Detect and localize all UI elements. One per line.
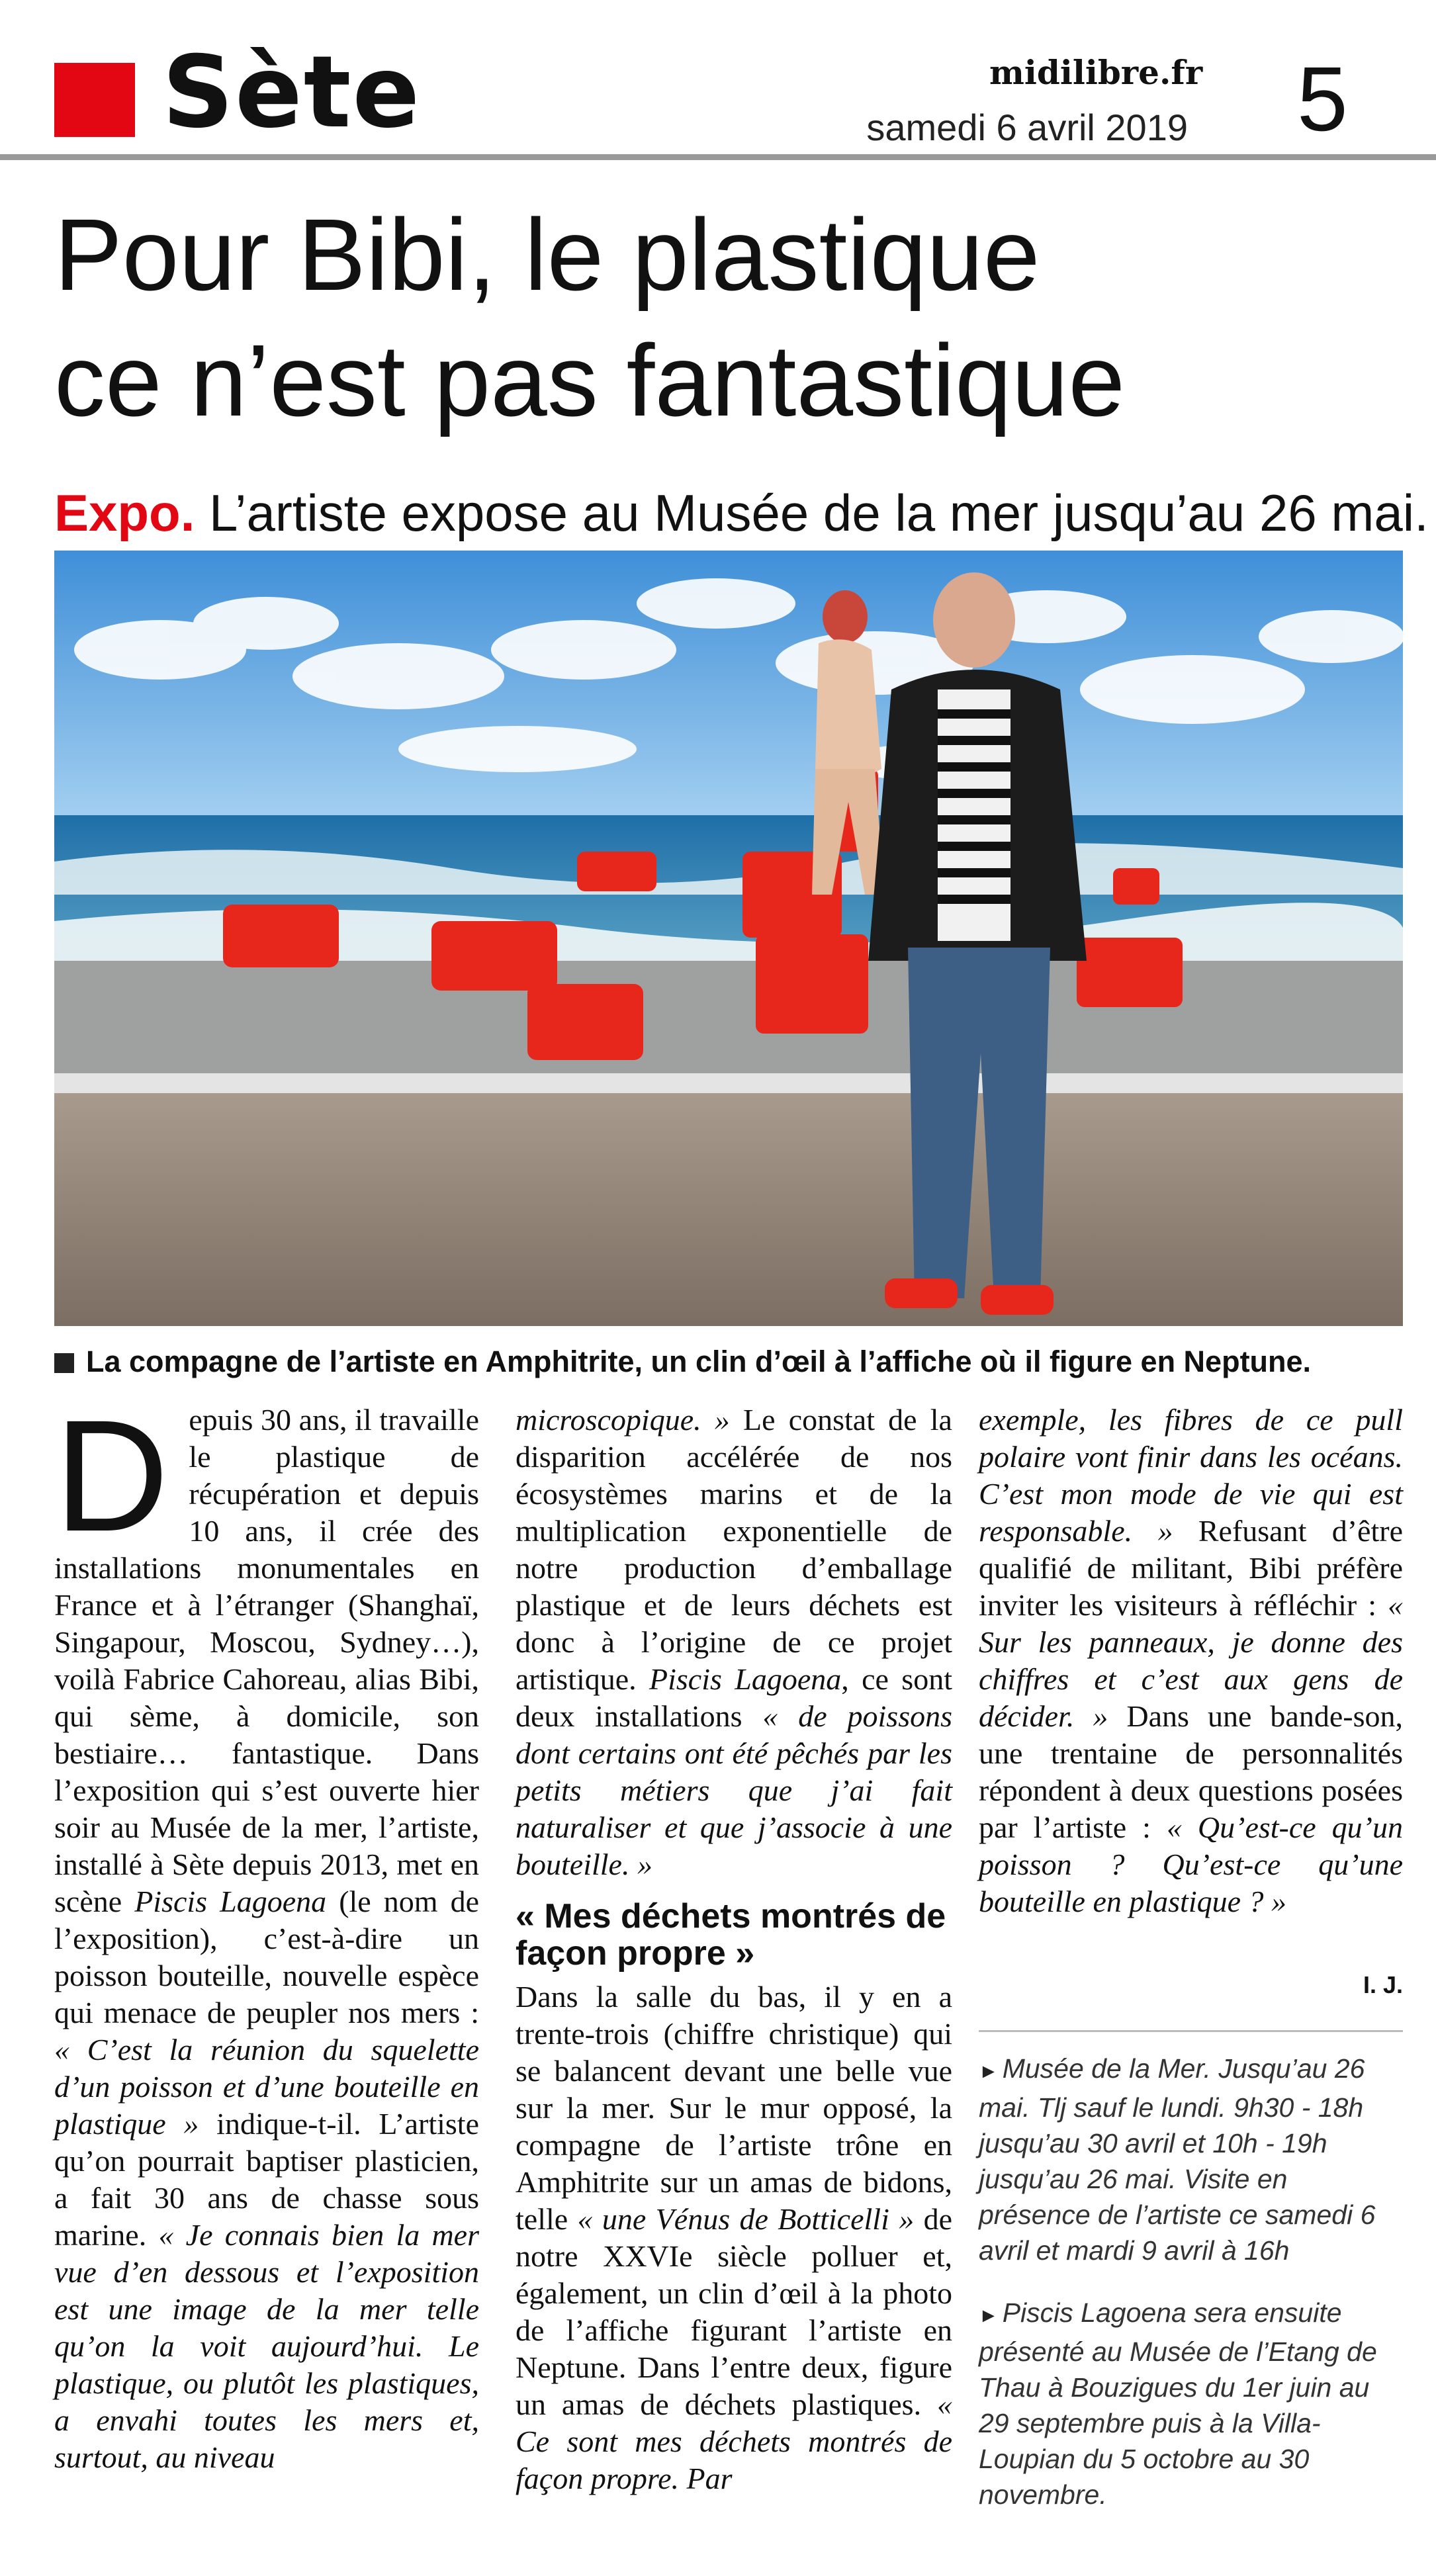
section-name: Sète — [162, 35, 422, 150]
section-marker-square — [54, 63, 135, 137]
kicker-text: L’artiste expose au Musée de la mer jusqu’au 26 mai. — [209, 484, 1429, 542]
info-box-museum — [979, 2051, 1403, 2268]
site-name[interactable]: midilibre.fr — [989, 53, 1203, 92]
info-box-next-venue — [979, 2295, 1403, 2512]
quote: « Qu’est-ce qu’un poisson ? Qu’est-ce qu’une bouteille en plastique ? » — [979, 1810, 1403, 1918]
quote: microscopique. » — [516, 1403, 730, 1437]
paragraph — [54, 1387, 479, 2476]
headline — [54, 192, 1417, 443]
headline-line-1: Pour Bibi, le plastique — [54, 198, 1040, 312]
body-text: , ce sont deux installations — [516, 1662, 952, 1733]
issue-date: samedi 6 avril 2019 — [866, 107, 1188, 148]
body-text: (le nom de l’exposition), c’est-à-dire un poisson bouteille, nouvelle espèce qui menace de peupler nos mers : — [54, 1885, 479, 2029]
article-column-2 — [516, 1401, 952, 2497]
body-text: Refusant d’être qualifié de militant, Bibi préfère inviter les visiteurs à réfléchir : — [979, 1514, 1403, 1622]
body-text: Dans la salle du bas, il y en a trente-trois (chiffre christique) qui se balancent devant une belle vue sur la mer. Sur le mur opposé, la compagne de l’artiste trône en Amphitrite sur un amas de bidons, telle — [516, 1980, 952, 2236]
article-column-3 — [979, 1401, 1403, 2539]
body-italic: Piscis Lagoena — [649, 1662, 842, 1696]
quote: « Je connais bien la mer vue d’en dessous et l’exposition est une image de la mer telle qu’on la voit aujourd’hui. Le plastique, ou plutôt les plastiques, a envahi toutes les mers et, surtout, au niveau — [54, 2218, 479, 2474]
info-divider — [979, 2030, 1403, 2032]
masthead — [0, 0, 1436, 159]
quote: « une Vénus de Botticelli » — [577, 2202, 915, 2236]
quote: « de poissons dont certains ont été pêchés par les petits métiers que j’ai fait naturaliser et que j’associe à une bouteille. » — [516, 1699, 952, 1881]
caption-text: La compagne de l’artiste en Amphitrite, un clin d’œil à l’affiche où il figure en Neptune. — [86, 1345, 1312, 1378]
info-text: Piscis Lagoena sera ensuite présenté au Musée de l’Etang de Thau à Bouzigues du 1er juin au 29 septembre puis à la Villa-Loupian du 5 octobre au 30 novembre. — [979, 2297, 1377, 2510]
paragraph — [516, 1401, 952, 1883]
quote: « Ce sont mes déchets montrés de façon propre. Par — [516, 2387, 952, 2495]
quote: « C’est la réunion du squelette d’un poisson et d’une bouteille en plastique » — [54, 2033, 479, 2141]
subheading: « Mes déchets montrés de façon propre » — [516, 1897, 946, 1973]
drop-cap: D — [54, 1387, 169, 1564]
author-signature: I. J. — [1363, 1971, 1403, 1998]
photo-caption — [54, 1342, 1424, 1382]
body-text: indique-t-il. L’artiste qu’on pourrait baptiser plasticien, a fait 30 ans de chasse sous marine. — [54, 2107, 479, 2252]
page-number: 5 — [1297, 48, 1348, 150]
kicker-label: Expo. — [54, 484, 195, 542]
paragraph — [516, 1978, 952, 2497]
caption-square-icon — [54, 1353, 74, 1373]
triangle-bullet-icon: ► — [979, 2305, 999, 2327]
quote: exemple, les fibres de ce pull polaire vont finir dans les océans. C’est mon mode de vie qui est responsable. » — [979, 1403, 1403, 1548]
headline-line-2: ce n’est pas fantastique — [54, 324, 1126, 437]
body-italic: Piscis Lagoena — [134, 1885, 327, 1918]
paragraph — [979, 1401, 1403, 1920]
article-photo — [54, 551, 1403, 1326]
body-text: Dans une bande-son, une trentaine de personnalités répondent à deux questions posées par l’artiste : — [979, 1699, 1403, 1844]
quote: « Sur les panneaux, je donne des chiffres et c’est aux gens de décider. » — [979, 1588, 1403, 1733]
body-text: epuis 30 ans, il travaille le plastique de récupération et depuis 10 ans, il crée des installations monumentales en France et à l’étranger (Shanghaï, Singapour, Moscou, Sydney…), voilà Fabrice Cahoreau, alias Bibi, qui sème, à domicile, son bestiaire… fantastique. Dans l’exposition qui s’est ouverte hier soir au Musée de la mer, l’artiste, installé à Sète depuis 2013, met en scène — [54, 1403, 479, 1918]
masthead-rule — [0, 154, 1436, 160]
article-column-1 — [54, 1387, 479, 2476]
triangle-bullet-icon: ► — [979, 2061, 999, 2082]
body-text: Le constat de la disparition accélérée de nos écosystèmes marins et de la multiplication exponentielle de notre production d’emballage plastique et de leurs déchets est donc à l’origine de ce projet artistique. — [516, 1403, 952, 1696]
kicker — [54, 480, 1429, 546]
body-text: de notre XXVIe siècle polluer et, également, un clin d’œil à la photo de l’affiche figurant l’artiste en Neptune. Dans l’entre deux, figure un amas de déchets plastiques. — [516, 2202, 952, 2421]
photo-illustration — [54, 551, 1403, 1326]
info-text: Musée de la Mer. Jusqu’au 26 mai. Tlj sauf le lundi. 9h30 - 18h jusqu’au 30 avril et 10h - 19h jusqu’au 26 mai. Visite en présence de l’artiste ce samedi 6 avril et mardi 9 avril à 16h — [979, 2053, 1376, 2266]
